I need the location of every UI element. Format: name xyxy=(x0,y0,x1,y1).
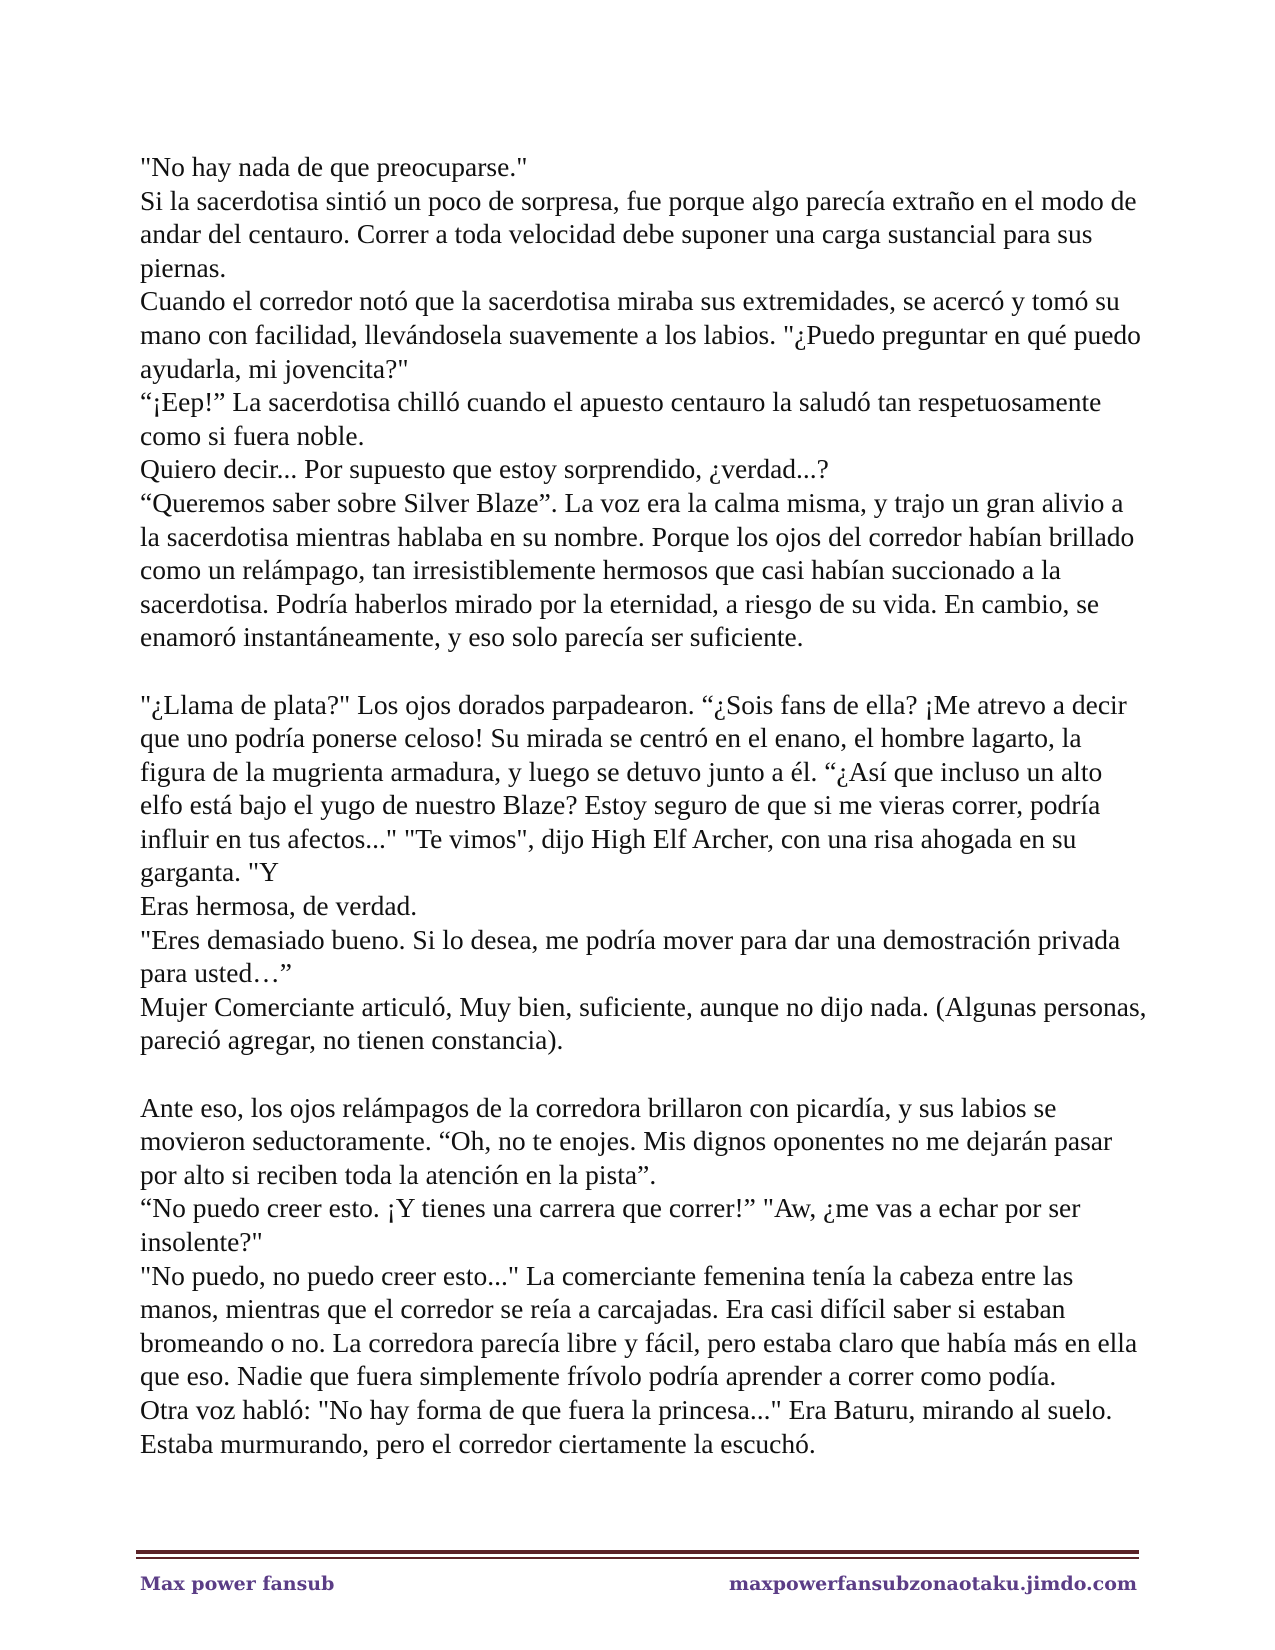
footer-rule-thin xyxy=(136,1557,1139,1559)
paragraph: Mujer Comerciante articuló, Muy bien, suficiente, aunque no dijo nada. (Algunas personas, pareció agregar, no tienen constancia). xyxy=(140,990,1147,1056)
paragraph: Ante eso, los ojos relámpagos de la corredora brillaron con picardía, y sus labios se movieron seductoramente. “Oh, no te enojes. Mis dignos oponentes no me dejarán pasar por alto si reciben toda la atención en la pista”. xyxy=(140,1091,1113,1190)
paragraph: Si la sacerdotisa sintió un poco de sorpresa, fue porque algo parecía extraño en el modo de andar del centauro. Correr a toda velocidad debe suponer una carga sustancial para sus piernas. xyxy=(140,184,1137,283)
paragraph: Quiero decir... Por supuesto que estoy sorprendido, ¿verdad...? xyxy=(140,453,829,485)
paragraph: "Eres demasiado bueno. Si lo desea, me podría mover para dar una demostración privada para usted…” xyxy=(140,923,1121,989)
paragraph-spacer xyxy=(140,654,1150,688)
paragraph: Otra voz habló: "No hay forma de que fuera la princesa..." Era Baturu, mirando al suelo. Estaba murmurando, pero el corredor ciertamente la escuchó. xyxy=(140,1393,1113,1459)
paragraph: “¡Eep!” La sacerdotisa chilló cuando el apuesto centauro la saludó tan respetuosamente como si fuera noble. xyxy=(140,386,1102,451)
footer-website-link[interactable]: maxpowerfansubzonaotaku.jimdo.com xyxy=(729,1573,1137,1595)
footer-rule-thick xyxy=(136,1550,1139,1554)
paragraph-spacer xyxy=(140,1057,1150,1091)
paragraph: Eras hermosa, de verdad. xyxy=(140,890,418,922)
paragraph: "¿Llama de plata?" Los ojos dorados parpadearon. “¿Sois fans de ella? ¡Me atrevo a decir que uno podría ponerse celoso! Su mirada se centró en el enano, el hombre lagarto, la figura de la mugrienta armadura, y luego se detuvo junto a él. “¿Así que incluso un alto elfo está bajo el yugo de nuestro Blaze? Estoy seguro de que si me vieras correr, podría influir en tus afectos..." "Te vimos", dijo High Elf Archer, con una risa ahogada en su garganta. "Y xyxy=(140,688,1127,888)
body-text xyxy=(140,150,1150,1460)
paragraph: “No puedo creer esto. ¡Y tienes una carrera que correr!” "Aw, ¿me vas a echar por ser insolente?" xyxy=(140,1192,1081,1257)
paragraph: “Queremos saber sobre Silver Blaze”. La voz era la calma misma, y trajo un gran alivio a la sacerdotisa mientras hablaba en su nombre. Porque los ojos del corredor habían brillado como un relámpago, tan irresistiblemente hermosos que casi habían succionado a la sacerdotisa. Podría haberlos mirado por la eternidad, a riesgo de su vida. En cambio, se enamoró instantáneamente, y eso solo parecía ser suficiente. xyxy=(140,486,1135,653)
footer-fansub-name: Max power fansub xyxy=(140,1573,335,1595)
paragraph: "No hay nada de que preocuparse." xyxy=(140,151,528,182)
paragraph: "No puedo, no puedo creer esto..." La comerciante femenina tenía la cabeza entre las manos, mientras que el corredor se reía a carcajadas. Era casi difícil saber si estaban bromeando o no. La corredora parecía libre y fácil, pero estaba claro que había más en ella que eso. Nadie que fuera simplemente frívolo podría aprender a correr como podía. xyxy=(140,1259,1138,1392)
paragraph: Cuando el corredor notó que la sacerdotisa miraba sus extremidades, se acercó y tomó su mano con facilidad, llevándosela suavemente a los labios. "¿Puedo preguntar en qué puedo ayudarla, mi jovencita?" xyxy=(140,285,1141,384)
